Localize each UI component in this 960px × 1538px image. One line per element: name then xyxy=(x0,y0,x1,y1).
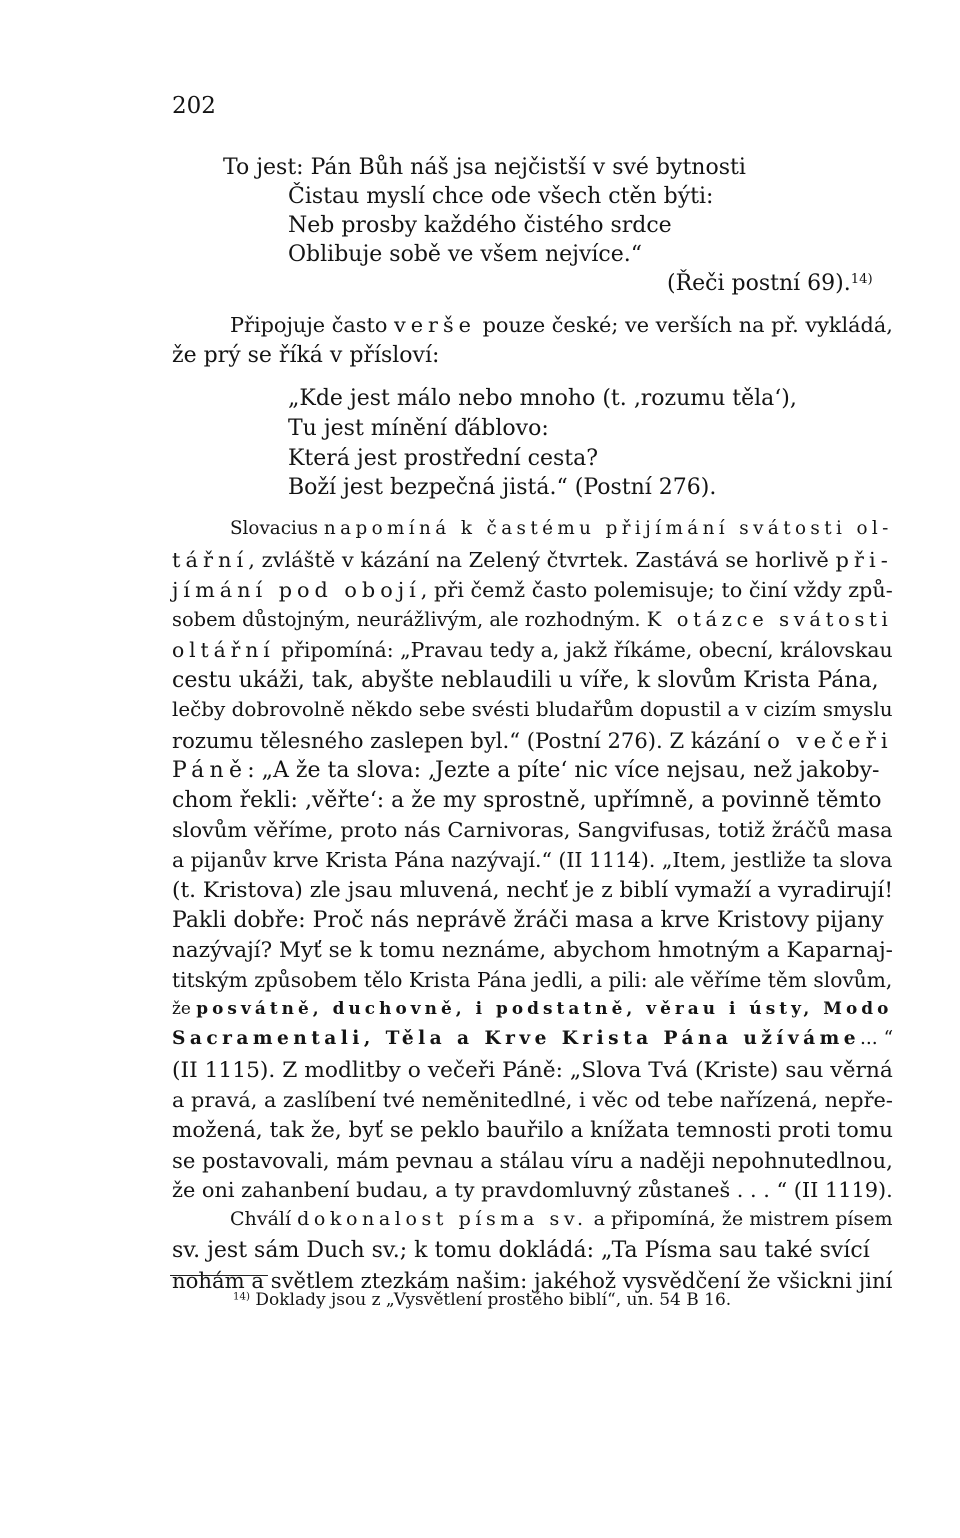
paragraph-line: a pravá, a zaslíbení tvé neměnitedlné, i věc od tebe nařízená, nepře- xyxy=(172,1088,893,1112)
paragraph-line: možená, tak že, byť se peklo bauřilo a knížata temnosti proti tomu xyxy=(172,1118,894,1143)
spaced-text: Páně xyxy=(172,758,248,783)
paragraph-line: slovům věříme, proto nás Carnivoras, Sangvifusas, totiž žráčů masa xyxy=(172,818,893,842)
spaced-text: tářní xyxy=(172,548,249,572)
paragraph-line: že prý se říká v přísloví: xyxy=(172,343,440,368)
paragraph-line xyxy=(172,640,893,660)
spaced-text: verše xyxy=(393,313,476,337)
paragraph-line: titským způsobem tělo Krista Pána jedli, a pili: ale věříme těm slovům, xyxy=(172,968,893,992)
paragraph-line: Pakli dobře: Proč nás neprávě žráči masa a krve Kristovy pijany xyxy=(172,908,884,933)
poem-line: To jest: Pán Bůh náš jsa nejčistší v své bytnosti xyxy=(223,155,746,180)
poem-line: „Kde jest málo nebo mnoho (t. ‚rozumu těla‘), xyxy=(288,386,797,411)
paragraph-line xyxy=(172,1000,892,1017)
spaced-bold-text: Sacramentali, Těla a Krve Krista Pána užíváme xyxy=(172,1028,860,1049)
paragraph-line: že oni zahanbení budau, a ty pravdomluvný zůstaneš . . . “ (II 1119). xyxy=(172,1178,893,1202)
spaced-text: jímání pod obojí xyxy=(172,578,421,602)
spaced-bold-text: posvátně, duchovně, i podstatně, věrau i ústy, Modo xyxy=(196,998,893,1018)
paragraph-line xyxy=(230,1210,893,1229)
text-run: , zvláště v kázání na Zelený čtvrtek. Zastává se horlivě xyxy=(248,548,836,572)
paragraph-line: lečby dobrovolně někdo sebe svésti bludařům dopustil a v cizím smyslu xyxy=(172,698,893,721)
paragraph-line: se postavovali, mám pevnau a stálau víru a naději nepohnutedlnou, xyxy=(172,1148,893,1173)
poem-line: Tu jest mínění ďáblovo: xyxy=(288,416,549,441)
text-run: Připojuje často xyxy=(230,313,394,337)
spaced-text: o večeři xyxy=(767,728,893,753)
text-run: Chválí xyxy=(230,1208,298,1230)
poem-line: Neb prosby každého čistého srdce xyxy=(288,213,672,238)
spaced-text: při- xyxy=(835,548,893,572)
paragraph-line: a pijanův krve Krista Pána nazývají.“ (II 1114). „Item, jestliže ta slova xyxy=(172,848,893,872)
text-run: připomíná: „Pravau tedy a, jakž říkáme, obecní, královskau xyxy=(274,638,893,662)
paragraph-line xyxy=(172,550,893,571)
text-run: , při čemž často polemisuje; to činí vždy způ- xyxy=(420,578,893,602)
paragraph-line xyxy=(172,1030,893,1049)
source-text: (Řeči postní 69). xyxy=(667,271,851,296)
text-run: : „A že ta slova: ‚Jezte a píte‘ nic více nejsau, než jakoby- xyxy=(247,758,880,783)
paragraph-line: sv. jest sám Duch sv.; k tomu dokládá: „Ta Písma sau také svící xyxy=(172,1238,870,1263)
paragraph-line: chom řekli: ‚věřte‘: a že my sprostně, upřímně, a povinně těmto xyxy=(172,788,882,813)
text-run: rozumu tělesného zaslepen byl.“ (Postní 276). Z kázání xyxy=(172,728,768,753)
footnote-ref: 14) xyxy=(850,271,873,287)
paragraph-line xyxy=(230,315,893,336)
text-run: a připomíná, že mistrem písem xyxy=(587,1208,893,1230)
text-run: že xyxy=(172,998,197,1018)
paragraph-line xyxy=(172,610,892,629)
spaced-text: K otázce svátosti xyxy=(646,608,893,631)
poem-line: Která jest prostřední cesta? xyxy=(288,446,599,471)
footnote xyxy=(233,1292,731,1309)
paragraph-line xyxy=(172,730,893,751)
page-number: 202 xyxy=(172,93,216,119)
spaced-text: napomíná k častému přijímání svátosti ol- xyxy=(323,518,893,539)
paragraph-line: (II 1115). Z modlitby o večeři Páně: „Slova Tvá (Kriste) sau věrná xyxy=(172,1058,893,1083)
text-run: ... “ xyxy=(860,1028,894,1049)
spaced-text: dokonalost písma sv. xyxy=(297,1208,588,1230)
poem-line: Čistau myslí chce ode všech ctěn býti: xyxy=(288,184,714,209)
paragraph-line: cestu ukáži, tak, abyšte neblaudili u víře, k slovům Krista Pána, xyxy=(172,668,879,693)
text-run: sobem důstojným, neurážlivým, ale rozhodným. xyxy=(172,608,647,631)
footnote-marker: 14) xyxy=(233,1291,250,1303)
paragraph-line: nazývají? Myť se k tomu neznáme, abychom hmotným a Kaparnaj- xyxy=(172,938,893,963)
footnote-divider xyxy=(170,1275,268,1276)
poem-source xyxy=(667,273,873,295)
paragraph-line xyxy=(172,760,879,782)
paragraph-line xyxy=(172,580,893,601)
text-run: pouze české; ve verších na př. vykládá, xyxy=(475,313,893,337)
paragraph-line: nohám a světlem ztezkám našim: jakéhož vysvědčení že všickni jiní xyxy=(172,1268,893,1293)
spaced-text: oltářní xyxy=(172,638,275,662)
paragraph-line xyxy=(230,520,893,538)
poem-line: Oblibuje sobě ve všem nejvíce.“ xyxy=(288,242,642,267)
text-run: Slovacius xyxy=(230,518,324,539)
footnote-text: Doklady jsou z „Vysvětlení prostého biblí“, un. 54 B 16. xyxy=(249,1290,732,1310)
poem-line: Boží jest bezpečná jistá.“ (Postní 276). xyxy=(288,475,717,500)
paragraph-line: (t. Kristova) zle jsau mluvená, nechť je z biblí vymaží a vyradirují! xyxy=(172,878,894,903)
